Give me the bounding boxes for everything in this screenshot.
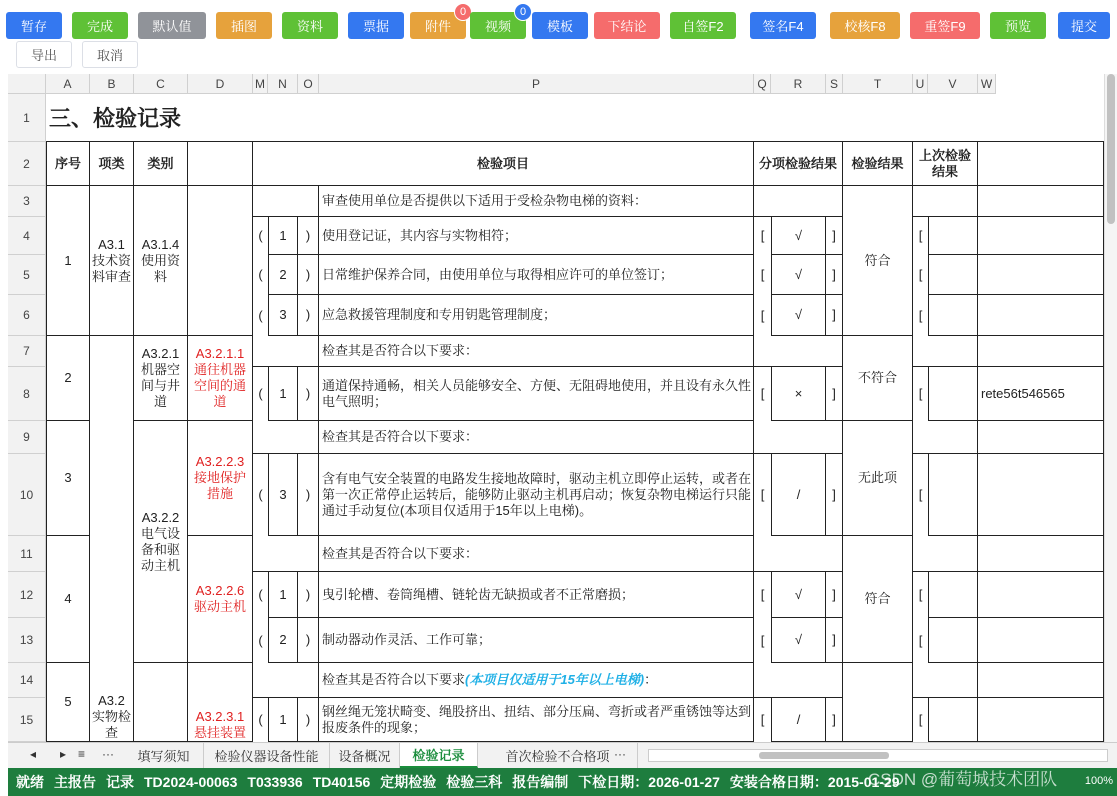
tab-list-icon[interactable]: ≡ [78,747,86,761]
table-cell[interactable] [754,536,843,572]
table-cell[interactable]: 无此项 [843,421,913,536]
export-button[interactable]: 导出 [16,41,72,68]
tab-1[interactable]: 检验仪器设备性能 [204,743,330,768]
paren-close[interactable]: ) [298,618,319,663]
toolbar-button-9[interactable] [594,12,660,39]
table-cell[interactable] [134,663,188,742]
item-result[interactable]: √ [771,295,826,336]
bracket-open[interactable]: [ [913,217,928,255]
bracket-close[interactable]: ] [826,255,843,295]
table-cell[interactable]: 检查其是否符合以下要求： [319,536,754,572]
item-text: 检查其是否符合以下要求 [322,672,466,687]
table-cell[interactable]: 符合 [843,186,913,336]
column-header[interactable]: C [134,74,188,94]
header-seq[interactable]: 序号 [46,142,90,186]
table-cell[interactable]: 不符合 [843,336,913,421]
toolbar-button-label: 默认值 [152,19,192,34]
toolbar-button-label: 完成 [86,19,113,34]
item-number[interactable]: 1 [268,698,298,742]
toolbar-button-label: 校核F8 [844,19,886,34]
item-number[interactable]: 1 [268,367,298,421]
toolbar-button-label: 自签F2 [682,19,724,34]
cancel-button[interactable]: 取消 [82,41,138,68]
table-cell[interactable]: A3.2.2电气设备和驱动主机 [134,421,188,663]
item-text: ： [644,672,658,687]
item-number[interactable]: 3 [268,454,298,536]
bracket-open[interactable]: [ [754,618,771,663]
sheet-title[interactable]: 三、检验记录 [46,94,1104,142]
item-result[interactable]: / [771,698,826,742]
remark-cell[interactable] [978,217,1104,255]
paren-open[interactable]: ( [253,698,268,742]
table-cell[interactable] [253,536,319,572]
bracket-open[interactable]: [ [754,217,771,255]
toolbar-button-13[interactable] [910,12,980,39]
toolbar-button-2[interactable] [138,12,206,39]
item-text[interactable]: 通道保持通畅，相关人员能够安全、方便、无阻碍地使用，并且设有永久性电气照明； [319,367,754,421]
table-cell[interactable]: 检查其是否符合以下要求： [319,336,754,367]
table-cell[interactable] [253,186,319,217]
toolbar-button-1[interactable] [72,12,128,39]
row-header[interactable]: 3 [8,186,46,217]
table-cell[interactable] [754,663,843,698]
toolbar-button-label: 模板 [546,19,573,34]
item-number[interactable]: 1 [268,217,298,255]
item-result[interactable]: × [771,367,826,421]
column-header[interactable]: R [771,74,826,94]
bracket-open[interactable]: [ [913,367,928,421]
header-blank[interactable] [188,142,253,186]
bracket-open[interactable]: [ [913,698,928,742]
paren-close[interactable]: ) [298,367,319,421]
column-header[interactable]: W [978,74,996,94]
toolbar-button-0[interactable] [6,12,62,39]
tab-overflow-icon[interactable]: ··· [614,747,626,761]
table-cell[interactable]: A3.1技术资料审查 [90,186,134,336]
toolbar-button-label: 附件 [424,19,451,34]
bracket-open[interactable]: [ [754,367,771,421]
paren-close[interactable]: ) [298,698,319,742]
bracket-open[interactable]: [ [754,454,771,536]
table-cell[interactable] [319,663,754,698]
toolbar-button-11[interactable] [750,12,816,39]
item-result[interactable]: √ [771,572,826,618]
table-cell[interactable] [913,663,978,698]
table-cell[interactable]: 1 [46,186,90,336]
horizontal-scroll-thumb[interactable] [759,752,889,759]
remark-cell[interactable] [978,618,1104,663]
row-header[interactable]: 12 [8,572,46,618]
paren-open[interactable]: ( [253,618,268,663]
row-header[interactable]: 8 [8,367,46,421]
item-text[interactable]: 含有电气安全装置的电路发生接地故障时，驱动主机立即停止运转，或者在第一次正常停止运转后，能够防止驱动主机再启动；恢复杂物电梯运行只能通过手动复位(本项目仅适用于15年以上电梯)。 [319,454,754,536]
paren-open[interactable]: ( [253,217,268,255]
table-cell[interactable] [188,186,253,336]
item-number[interactable]: 3 [268,295,298,336]
header-blank[interactable] [978,142,1104,186]
row-header[interactable]: 2 [8,142,46,186]
toolbar-button-12[interactable] [830,12,900,39]
paren-close[interactable]: ) [298,572,319,618]
paren-close[interactable]: ) [298,217,319,255]
remark-cell[interactable] [978,572,1104,618]
status-item: 记录 [106,774,134,790]
column-header[interactable]: P [319,74,754,94]
header-type[interactable]: 类别 [134,142,188,186]
bracket-open[interactable]: [ [754,255,771,295]
table-cell[interactable]: A3.2.2.3接地保护措施 [188,421,253,536]
column-header[interactable]: D [188,74,253,94]
column-header[interactable]: O [298,74,319,94]
row-header[interactable]: 15 [8,698,46,742]
table-cell[interactable] [978,536,1104,572]
row-header[interactable]: 7 [8,336,46,367]
toolbar-button-7[interactable] [470,6,527,39]
column-header[interactable]: N [268,74,298,94]
table-cell[interactable] [913,421,978,454]
paren-close[interactable]: ) [298,295,319,336]
table-cell[interactable] [253,421,319,454]
vertical-scroll-thumb[interactable] [1107,74,1115,224]
toolbar-button-label: 暂存 [20,19,47,34]
column-header[interactable]: Q [754,74,771,94]
table-cell[interactable]: A3.2.1机器空间与井道 [134,336,188,421]
item-result[interactable]: / [771,454,826,536]
bracket-open[interactable]: [ [913,295,928,336]
row-header[interactable]: 6 [8,295,46,336]
column-header[interactable]: V [928,74,978,94]
table-cell[interactable] [913,186,978,217]
bracket-close[interactable]: ] [826,572,843,618]
table-cell[interactable] [754,421,843,454]
paren-close[interactable]: ) [298,255,319,295]
item-text[interactable]: 钢丝绳无笼状畸变、绳股挤出、扭结、部分压扁、弯折或者严重锈蚀等达到报废条件的现象； [319,698,754,742]
header-category[interactable]: 项类 [90,142,134,186]
table-cell[interactable] [754,336,843,367]
row-header[interactable]: 10 [8,454,46,536]
bracket-close[interactable]: ] [826,618,843,663]
bracket-close[interactable]: ] [826,367,843,421]
header-item[interactable]: 检验项目 [253,142,754,186]
table-cell[interactable]: A3.2.3.1悬挂装置 [188,663,253,742]
paren-open[interactable]: ( [253,367,268,421]
table-cell[interactable]: A3.1.4使用资料 [134,186,188,336]
remark-cell[interactable] [978,255,1104,295]
tab-3[interactable]: 检验记录 [400,743,478,768]
toolbar [0,0,1117,72]
header-last-result[interactable]: 上次检验结果 [913,142,978,186]
toolbar-button-label: 预览 [1004,19,1031,34]
table-cell[interactable]: 审查使用单位是否提供以下适用于受检杂物电梯的资料： [319,186,754,217]
bracket-open[interactable]: [ [913,255,928,295]
paren-open[interactable]: ( [253,572,268,618]
item-text[interactable]: 使用登记证，其内容与实物相符； [319,217,754,255]
toolbar-button-3[interactable] [216,12,272,39]
bracket-open[interactable]: [ [913,618,928,663]
paren-open[interactable]: ( [253,295,268,336]
status-item: 主报告 [54,774,96,790]
tab-0[interactable]: 填写须知 [124,743,204,768]
row-header[interactable]: 14 [8,663,46,698]
table-cell[interactable] [978,336,1104,367]
toolbar-button-label: 票据 [362,19,389,34]
table-cell[interactable] [978,663,1104,698]
bracket-close[interactable]: ] [826,295,843,336]
item-result[interactable]: √ [771,217,826,255]
count-badge: 0 [514,3,532,21]
column-header[interactable]: B [90,74,134,94]
toolbar-button-label: 资料 [296,19,323,34]
item-text[interactable]: 曳引轮槽、卷筒绳槽、链轮齿无缺损或者不正常磨损； [319,572,754,618]
table-cell[interactable] [978,186,1104,217]
toolbar-button-14[interactable] [990,12,1046,39]
header-conclusion[interactable]: 检验结果 [843,142,913,186]
remark-cell[interactable] [978,295,1104,336]
column-header[interactable]: U [913,74,928,94]
toolbar-button-label: 插图 [230,19,257,34]
bracket-open[interactable]: [ [754,698,771,742]
row-header[interactable]: 13 [8,618,46,663]
zoom-level[interactable]: 100% [1084,775,1113,787]
tab-2[interactable]: 设备概况 [330,743,400,768]
table-cell[interactable] [253,336,319,367]
last-result[interactable] [928,295,978,336]
table-cell[interactable] [754,186,843,217]
tab-prev-icon[interactable]: ◂ [30,747,37,761]
table-cell[interactable] [978,421,1104,454]
item-text[interactable]: 日常维护保养合同，由使用单位与取得相应许可的单位签订； [319,255,754,295]
row-header[interactable]: 11 [8,536,46,572]
row-header[interactable]: 9 [8,421,46,454]
status-item: 下检日期：2026-01-27 [578,774,720,790]
status-item: 安装合格日期：2015-01-29 [729,774,900,790]
status-item: 定期检验 [380,774,437,790]
spreadsheet[interactable] [8,74,1104,742]
last-result[interactable] [928,698,978,742]
horizontal-scrollbar[interactable] [648,749,1108,762]
status-item: TD2024-00063 [144,774,238,790]
watermark: CSDN @葡萄城技术团队 [868,770,1058,789]
paren-close[interactable]: ) [298,454,319,536]
table-cell[interactable] [913,536,978,572]
toolbar-button-4[interactable] [282,12,338,39]
vertical-scrollbar[interactable] [1104,74,1117,742]
remark-cell[interactable]: rete56t546565 [978,367,1104,421]
tab-more-icon[interactable]: ··· [102,747,114,761]
paren-open[interactable]: ( [253,454,268,536]
item-number[interactable]: 1 [268,572,298,618]
table-cell[interactable]: A3.2.2.6驱动主机 [188,536,253,663]
status-item: 检验三科 [446,774,503,790]
column-header[interactable]: S [826,74,843,94]
last-result[interactable] [928,217,978,255]
toolbar-button-5[interactable] [348,12,404,39]
item-result[interactable]: √ [771,255,826,295]
last-result[interactable] [928,255,978,295]
item-number[interactable]: 2 [268,255,298,295]
bracket-open[interactable]: [ [754,295,771,336]
bracket-open[interactable]: [ [913,454,928,536]
column-header[interactable]: M [253,74,268,94]
status-item: TD40156 [312,774,371,790]
bracket-close[interactable]: ] [826,454,843,536]
last-result[interactable] [928,454,978,536]
toolbar-button-label: 下结论 [607,19,647,34]
toolbar-button-6[interactable] [410,6,467,39]
toolbar-button-label: 签名F4 [762,19,804,34]
status-item: T033936 [247,774,303,790]
header-result[interactable]: 分项检验结果 [754,142,843,186]
count-badge: 0 [454,3,472,21]
table-cell[interactable]: 符合 [843,536,913,663]
toolbar-button-15[interactable] [1058,12,1110,39]
toolbar-button-label: 视频 [484,19,511,34]
last-result[interactable] [928,618,978,663]
item-result[interactable]: √ [771,618,826,663]
table-cell[interactable]: 5 [46,663,90,742]
item-text[interactable]: 应急救援管理制度和专用钥匙管理制度； [319,295,754,336]
toolbar-button-10[interactable] [670,12,736,39]
bracket-close[interactable]: ] [826,698,843,742]
bracket-open[interactable]: [ [754,572,771,618]
remark-cell[interactable] [978,698,1104,742]
paren-open[interactable]: ( [253,255,268,295]
bracket-close[interactable]: ] [826,217,843,255]
last-result[interactable] [928,572,978,618]
table-cell[interactable]: 2 [46,336,90,421]
table-cell[interactable]: 检查其是否符合以下要求： [319,421,754,454]
table-cell[interactable]: 4 [46,536,90,663]
status-item: 就绪 [16,774,44,790]
column-header[interactable]: A [46,74,90,94]
toolbar-button-label: 提交 [1070,19,1097,34]
toolbar-button-8[interactable] [532,12,588,39]
column-header[interactable]: T [843,74,913,94]
table-cell[interactable]: 3 [46,421,90,536]
last-result[interactable] [928,367,978,421]
bracket-open[interactable]: [ [913,572,928,618]
item-text[interactable]: 制动器动作灵活、工作可靠； [319,618,754,663]
select-all-corner[interactable] [8,74,46,94]
row-header[interactable]: 5 [8,255,46,295]
row-header[interactable]: 1 [8,94,46,142]
table-cell[interactable] [253,663,319,698]
row-header[interactable]: 4 [8,217,46,255]
item-number[interactable]: 2 [268,618,298,663]
applicability-note: (本项目仅适用于15年以上电梯) [465,672,645,687]
table-cell[interactable] [913,336,978,367]
remark-cell[interactable] [978,454,1104,536]
status-item: 报告编制 [512,774,569,790]
toolbar-button-label: 重签F9 [924,19,966,34]
table-cell[interactable]: A3.2.1.1通往机器空间的通道 [188,336,253,421]
tab-next-icon[interactable]: ▸ [60,747,67,761]
table-cell[interactable] [843,663,913,742]
tab-4[interactable]: 首次检验不合格项 [478,743,638,768]
table-cell[interactable]: A3.2实物检查 [90,336,134,742]
